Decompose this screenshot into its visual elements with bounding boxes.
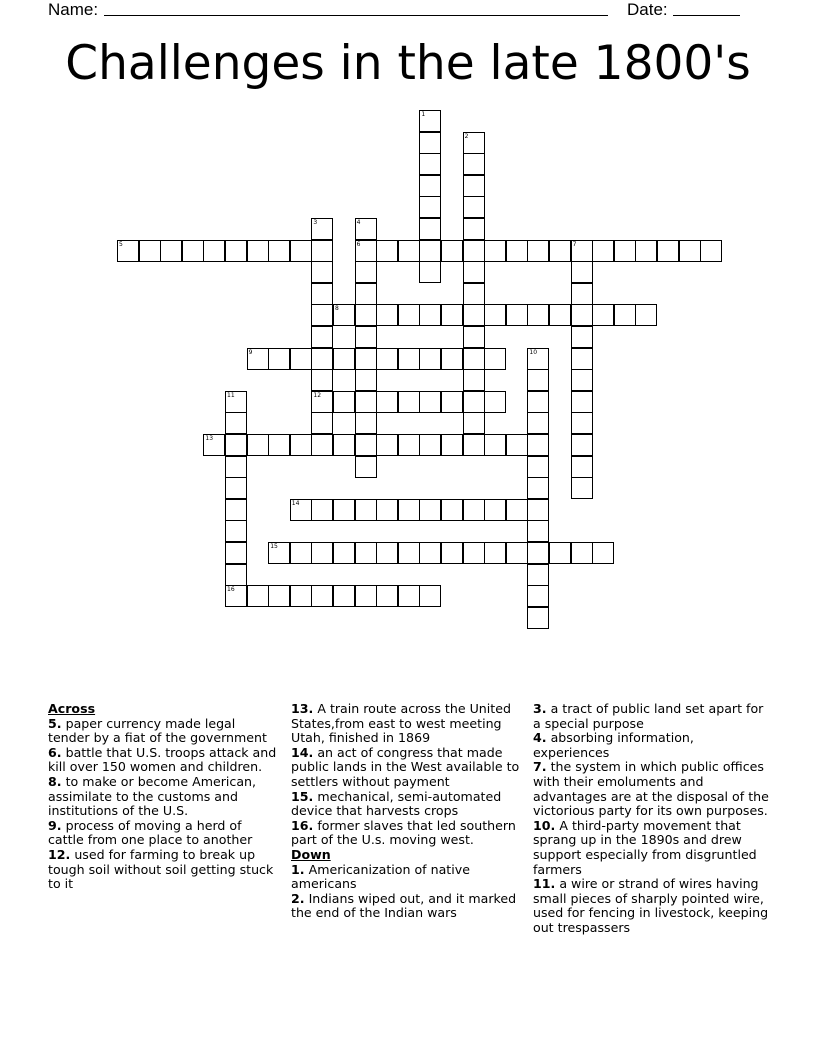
grid-cell[interactable] xyxy=(484,391,506,413)
clue-number: 4 xyxy=(356,219,361,226)
clue-item-number: 14. xyxy=(291,744,314,760)
grid-cell[interactable] xyxy=(268,348,290,370)
grid-cell[interactable] xyxy=(311,283,333,305)
clue-item-number: 9. xyxy=(48,817,62,833)
grid-cell[interactable] xyxy=(333,585,355,607)
grid-cell[interactable] xyxy=(571,261,593,283)
grid-cell[interactable] xyxy=(311,304,333,326)
grid-cell[interactable] xyxy=(463,240,485,262)
grid-cell[interactable] xyxy=(225,412,247,434)
clue-number: 3 xyxy=(313,219,318,226)
grid-cell[interactable] xyxy=(527,564,549,586)
grid-cell[interactable] xyxy=(679,240,701,262)
clue-item-text: A train route across the United States,from east to west meeting Utah, finished in 1869 xyxy=(291,701,511,746)
clue-item-text: a tract of public land set apart for a special purpose xyxy=(533,701,764,731)
clue-number: 2 xyxy=(464,132,469,140)
grid-cell[interactable] xyxy=(398,499,420,521)
clue-item-text: paper currency made legal tender by a fiat of the government xyxy=(48,715,267,746)
grid-cell[interactable] xyxy=(592,240,614,262)
clue-section-heading: Across xyxy=(48,701,96,716)
grid-cell[interactable] xyxy=(290,585,312,607)
clue-item xyxy=(291,790,523,819)
clue-number: 10 xyxy=(529,348,538,356)
grid-cell[interactable] xyxy=(571,412,593,434)
grid-cell[interactable] xyxy=(571,434,593,456)
grid-cell[interactable] xyxy=(398,391,420,413)
grid-cell[interactable] xyxy=(463,434,485,456)
grid-cell[interactable] xyxy=(463,348,485,370)
grid-cell[interactable] xyxy=(441,434,463,456)
grid-cell[interactable] xyxy=(398,585,420,607)
grid-cell[interactable] xyxy=(463,412,485,434)
clue-item-number: 16. xyxy=(291,817,314,833)
clue-item-text: a wire or strand of wires having small pieces of sharply pointed wire, used for fencing in livestock, keeping out trespassers xyxy=(533,876,769,935)
grid-cell[interactable] xyxy=(571,391,593,413)
grid-cell[interactable] xyxy=(571,477,593,499)
grid-cell[interactable] xyxy=(419,240,441,262)
grid-cell[interactable] xyxy=(398,542,420,564)
clue-item-number: 15. xyxy=(291,788,314,804)
grid-cell[interactable] xyxy=(527,369,549,391)
grid-cell[interactable] xyxy=(247,585,269,607)
grid-cell[interactable] xyxy=(463,175,485,197)
grid-cell[interactable] xyxy=(225,564,247,586)
grid-cell[interactable] xyxy=(355,369,377,391)
clues-column-1 xyxy=(48,702,280,892)
grid-cell[interactable] xyxy=(117,240,139,262)
grid-cell[interactable] xyxy=(311,412,333,434)
grid-cell[interactable] xyxy=(571,456,593,478)
grid-cell[interactable] xyxy=(355,391,377,413)
grid-cell[interactable] xyxy=(592,542,614,564)
grid-cell[interactable] xyxy=(635,240,657,262)
clue-item xyxy=(291,863,523,892)
grid-cell[interactable] xyxy=(419,218,441,240)
grid-cell[interactable] xyxy=(463,369,485,391)
clue-number: 8 xyxy=(335,305,339,313)
grid-cell[interactable] xyxy=(376,434,398,456)
grid-cell[interactable] xyxy=(614,240,636,262)
grid-cell[interactable] xyxy=(225,456,247,478)
grid-cell[interactable] xyxy=(549,304,571,326)
clue-item xyxy=(533,819,773,877)
grid-cell[interactable] xyxy=(225,240,247,262)
grid-cell[interactable] xyxy=(311,348,333,370)
grid-cell[interactable] xyxy=(225,391,247,413)
grid-cell[interactable] xyxy=(419,153,441,175)
grid-cell[interactable] xyxy=(268,240,290,262)
grid-cell[interactable] xyxy=(484,348,506,370)
grid-cell[interactable] xyxy=(398,304,420,326)
grid-cell[interactable] xyxy=(419,261,441,283)
grid-cell[interactable] xyxy=(463,391,485,413)
grid-cell[interactable] xyxy=(506,542,528,564)
clue-item-text: process of moving a herd of cattle from one place to another xyxy=(48,817,253,848)
grid-cell[interactable] xyxy=(203,240,225,262)
clue-item-number: 10. xyxy=(533,817,556,833)
clue-item xyxy=(48,717,280,746)
grid-cell[interactable] xyxy=(614,304,636,326)
grid-cell[interactable] xyxy=(203,434,225,456)
clue-item xyxy=(48,819,280,848)
clue-item-text: A third-party movement that sprang up in the 1890s and drew support especially from disgruntled farmers xyxy=(533,817,757,877)
grid-cell[interactable] xyxy=(571,240,593,262)
grid-cell[interactable] xyxy=(290,434,312,456)
grid-cell[interactable] xyxy=(527,456,549,478)
grid-cell[interactable] xyxy=(441,348,463,370)
grid-cell[interactable] xyxy=(571,348,593,370)
grid-cell[interactable] xyxy=(419,132,441,154)
page-title: Challenges in the late 1800's xyxy=(65,36,751,91)
clue-number: 13 xyxy=(205,435,214,442)
clue-number: 11 xyxy=(227,391,235,399)
grid-cell[interactable] xyxy=(311,261,333,283)
grid-cell[interactable] xyxy=(571,542,593,564)
clue-number: 1 xyxy=(421,111,426,118)
grid-cell[interactable] xyxy=(441,304,463,326)
grid-cell[interactable] xyxy=(225,434,247,456)
grid-cell[interactable] xyxy=(419,304,441,326)
grid-cell[interactable] xyxy=(571,283,593,305)
clue-item xyxy=(533,760,773,818)
grid-cell[interactable] xyxy=(419,499,441,521)
clue-number: 7 xyxy=(572,240,577,248)
grid-cell[interactable] xyxy=(506,499,528,521)
grid-cell[interactable] xyxy=(441,542,463,564)
clue-number: 9 xyxy=(248,348,253,356)
grid-cell[interactable] xyxy=(311,326,333,348)
grid-cell[interactable] xyxy=(355,261,377,283)
clue-item-number: 8. xyxy=(48,773,62,789)
clue-item xyxy=(48,848,280,892)
grid-cell[interactable] xyxy=(527,412,549,434)
clue-item-number: 2. xyxy=(291,890,305,906)
grid-cell[interactable] xyxy=(355,348,377,370)
grid-cell[interactable] xyxy=(311,391,333,413)
grid-cell[interactable] xyxy=(376,391,398,413)
clue-item-number: 3. xyxy=(533,701,547,716)
grid-cell[interactable] xyxy=(419,110,441,132)
grid-cell[interactable] xyxy=(463,132,485,154)
grid-cell[interactable] xyxy=(463,542,485,564)
clue-item-text: to make or become American, assimilate to the customs and institutions of the U.S. xyxy=(48,773,257,819)
grid-cell[interactable] xyxy=(333,542,355,564)
grid-cell[interactable] xyxy=(441,240,463,262)
grid-cell[interactable] xyxy=(463,304,485,326)
grid-cell[interactable] xyxy=(247,240,269,262)
grid-cell[interactable] xyxy=(311,499,333,521)
grid-cell[interactable] xyxy=(376,240,398,262)
grid-cell[interactable] xyxy=(311,218,333,240)
grid-cell[interactable] xyxy=(355,434,377,456)
grid-cell[interactable] xyxy=(376,304,398,326)
grid-cell[interactable] xyxy=(484,499,506,521)
grid-cell[interactable] xyxy=(311,240,333,262)
grid-cell[interactable] xyxy=(225,542,247,564)
clue-item xyxy=(291,819,523,848)
clue-number: 15 xyxy=(270,543,278,550)
clue-item xyxy=(533,877,773,935)
grid-cell[interactable] xyxy=(592,304,614,326)
grid-cell[interactable] xyxy=(139,240,161,262)
grid-cell[interactable] xyxy=(527,240,549,262)
grid-cell[interactable] xyxy=(355,326,377,348)
clue-item xyxy=(291,702,523,746)
grid-cell[interactable] xyxy=(225,520,247,542)
grid-cell[interactable] xyxy=(419,175,441,197)
grid-cell[interactable] xyxy=(355,456,377,478)
grid-cell[interactable] xyxy=(311,542,333,564)
clue-section-heading: Down xyxy=(291,846,331,862)
grid-cell[interactable] xyxy=(182,240,204,262)
grid-cell[interactable] xyxy=(376,585,398,607)
grid-cell[interactable] xyxy=(463,218,485,240)
grid-cell[interactable] xyxy=(419,585,441,607)
grid-cell[interactable] xyxy=(527,477,549,499)
grid-cell[interactable] xyxy=(463,153,485,175)
grid-cell[interactable] xyxy=(268,434,290,456)
grid-cell[interactable] xyxy=(268,542,290,564)
grid-cell[interactable] xyxy=(355,240,377,262)
grid-cell[interactable] xyxy=(441,391,463,413)
grid-cell[interactable] xyxy=(355,499,377,521)
grid-cell[interactable] xyxy=(463,499,485,521)
grid-cell[interactable] xyxy=(506,304,528,326)
grid-cell[interactable] xyxy=(441,499,463,521)
grid-cell[interactable] xyxy=(247,434,269,456)
clue-number: 6 xyxy=(356,240,361,248)
grid-cell[interactable] xyxy=(333,434,355,456)
grid-cell[interactable] xyxy=(355,585,377,607)
grid-cell[interactable] xyxy=(160,240,182,262)
clue-item-number: 4. xyxy=(533,730,547,746)
grid-cell[interactable] xyxy=(311,434,333,456)
grid-cell[interactable] xyxy=(635,304,657,326)
clue-item-text: mechanical, semi-automated device that harvests crops xyxy=(291,788,502,819)
clue-item-text: an act of congress that made public lands in the West available to settlers without payment xyxy=(291,744,520,789)
grid-cell[interactable] xyxy=(268,585,290,607)
name-label: Name: xyxy=(48,0,99,19)
grid-cell[interactable] xyxy=(355,283,377,305)
clue-item-number: 13. xyxy=(291,701,314,716)
clue-number: 16 xyxy=(227,586,235,594)
grid-cell[interactable] xyxy=(527,542,549,564)
grid-cell[interactable] xyxy=(549,542,571,564)
grid-cell[interactable] xyxy=(506,434,528,456)
grid-cell[interactable] xyxy=(571,326,593,348)
grid-cell[interactable] xyxy=(463,326,485,348)
grid-cell[interactable] xyxy=(290,499,312,521)
grid-cell[interactable] xyxy=(527,434,549,456)
grid-cell[interactable] xyxy=(527,520,549,542)
clue-item xyxy=(291,892,523,921)
grid-cell[interactable] xyxy=(355,218,377,240)
grid-cell[interactable] xyxy=(463,261,485,283)
grid-cell[interactable] xyxy=(484,304,506,326)
grid-cell[interactable] xyxy=(290,542,312,564)
clue-item-text: absorbing information, experiences xyxy=(533,730,694,760)
grid-cell[interactable] xyxy=(527,499,549,521)
grid-cell[interactable] xyxy=(571,304,593,326)
clue-item-text: the system in which public offices with their emoluments and advantages are at the disposal of the victorious party for its own purposes. xyxy=(533,759,769,819)
grid-cell[interactable] xyxy=(225,477,247,499)
grid-cell[interactable] xyxy=(376,499,398,521)
clue-number: 14 xyxy=(291,499,300,507)
grid-cell[interactable] xyxy=(333,348,355,370)
clue-number: 12 xyxy=(313,391,322,399)
clue-item xyxy=(48,775,280,819)
grid-cell[interactable] xyxy=(398,348,420,370)
grid-cell[interactable] xyxy=(484,434,506,456)
grid-cell[interactable] xyxy=(376,542,398,564)
clue-item-number: 12. xyxy=(48,846,71,862)
grid-cell[interactable] xyxy=(290,240,312,262)
grid-cell[interactable] xyxy=(419,348,441,370)
date-label: Date: xyxy=(627,0,668,19)
clue-item-text: former slaves that led southern part of the U.s. moving west. xyxy=(291,817,516,848)
grid-cell[interactable] xyxy=(311,369,333,391)
clue-number: 5 xyxy=(119,240,123,248)
grid-cell[interactable] xyxy=(657,240,679,262)
grid-cell[interactable] xyxy=(419,434,441,456)
grid-cell[interactable] xyxy=(463,196,485,218)
grid-cell[interactable] xyxy=(484,542,506,564)
grid-cell[interactable] xyxy=(527,585,549,607)
grid-cell[interactable] xyxy=(333,391,355,413)
clue-item-text: Indians wiped out, and it marked the end of the Indian wars xyxy=(291,890,517,921)
clue-item-number: 11. xyxy=(533,876,556,892)
clue-item xyxy=(291,746,523,790)
grid-cell[interactable] xyxy=(419,542,441,564)
clue-item-number: 5. xyxy=(48,715,62,731)
grid-cell[interactable] xyxy=(463,283,485,305)
grid-cell[interactable] xyxy=(527,391,549,413)
grid-cell[interactable] xyxy=(419,391,441,413)
grid-cell[interactable] xyxy=(484,240,506,262)
grid-cell[interactable] xyxy=(355,412,377,434)
grid-cell[interactable] xyxy=(398,240,420,262)
clue-item xyxy=(533,731,773,760)
grid-cell[interactable] xyxy=(311,585,333,607)
grid-cell[interactable] xyxy=(506,240,528,262)
grid-cell[interactable] xyxy=(333,499,355,521)
grid-cell[interactable] xyxy=(398,434,420,456)
grid-cell[interactable] xyxy=(290,348,312,370)
clue-item-number: 1. xyxy=(291,861,305,877)
grid-cell[interactable] xyxy=(225,585,247,607)
grid-cell[interactable] xyxy=(355,304,377,326)
clues-column-2 xyxy=(291,702,523,921)
grid-cell[interactable] xyxy=(419,196,441,218)
grid-cell[interactable] xyxy=(549,240,571,262)
grid-cell[interactable] xyxy=(700,240,722,262)
grid-cell[interactable] xyxy=(225,499,247,521)
clue-item-number: 7. xyxy=(533,759,547,775)
clues-column-3 xyxy=(533,702,773,936)
grid-cell[interactable] xyxy=(527,304,549,326)
clue-item xyxy=(533,702,773,731)
clue-item-text: Americanization of native americans xyxy=(291,861,470,892)
grid-cell[interactable] xyxy=(376,348,398,370)
clue-item-text: battle that U.S. troops attack and kill over 150 women and children. xyxy=(48,744,277,775)
grid-cell[interactable] xyxy=(527,348,549,370)
grid-cell[interactable] xyxy=(571,369,593,391)
grid-cell[interactable] xyxy=(247,348,269,370)
grid-cell[interactable] xyxy=(333,304,355,326)
clue-item-text: used for farming to break up tough soil without soil getting stuck to it xyxy=(48,846,274,892)
grid-cell[interactable] xyxy=(355,542,377,564)
clue-item xyxy=(48,746,280,775)
grid-cell[interactable] xyxy=(527,607,549,629)
clue-item-number: 6. xyxy=(48,744,62,760)
